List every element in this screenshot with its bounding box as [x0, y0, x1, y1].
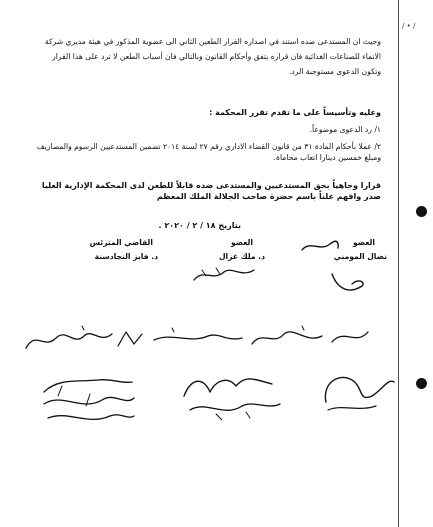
page-edge-line	[398, 0, 399, 527]
signature-title-member-right: العضو	[353, 238, 375, 247]
handwritten-signature-right	[318, 366, 398, 416]
handwritten-signature-left	[38, 372, 138, 432]
handwritten-signature-middle	[176, 366, 286, 426]
reasoning-paragraph: وحيث ان المستدعى ضده استند في اصداره القرار الطعين الثاني الى عضوية المذكور في هيئة مديري شركة الانماء للصناعات الغذائية فان قراره يتفق وأحكام القانون وبالتالي فان أسباب الطعن لا ترد على هذا القرار وتكون الدعوى مستوجبة الرد.	[44, 37, 381, 76]
verdict-statement: قرارا وجاهياً بحق المستدعيين والمستدعى ضده قابلاً للطعن لدى المحكمة الإدارية العليا صدر وافهم علناً باسم حضرة صاحب الجلالة الملك المعظم	[41, 181, 381, 201]
handwritten-note	[22, 320, 382, 360]
decision-header: وعليه وتأسيساً على ما تقدم تقرر المحكمة :	[209, 108, 381, 117]
signature-title-presiding: القاضي المترئس	[89, 238, 153, 247]
decision-item-1: ١/ رد الدعوى موضوعاً.	[309, 125, 381, 134]
signature-name-member-mid: د. ملك غزال	[218, 252, 265, 261]
signature-name-presiding: د. فايز النجادسنة	[94, 252, 158, 261]
punch-hole-icon	[416, 378, 427, 389]
margin-mark: / • /	[402, 22, 416, 30]
punch-hole-icon	[416, 206, 427, 217]
decision-date: بتاريخ ١٨ / ٢ / ٢٠٢٠ .	[158, 221, 241, 230]
signature-title-member-mid: العضو	[231, 238, 253, 247]
signature-name-member-right: نضال المومني	[333, 252, 387, 261]
signature-ink-bottom-right	[328, 266, 368, 296]
decision-item-2: ٢/ عملا بأحكام المادة ٣١ من قانون القضاء الاداري رقم ٢٧ لسنة ٢٠١٤ تضمين المستدعيين الرسوم والمصاريف ومبلغ خمسين دينارا اتعاب محاماة.	[36, 142, 381, 162]
signature-ink-top-right	[300, 238, 340, 256]
signature-ink-top-mid	[190, 262, 260, 286]
